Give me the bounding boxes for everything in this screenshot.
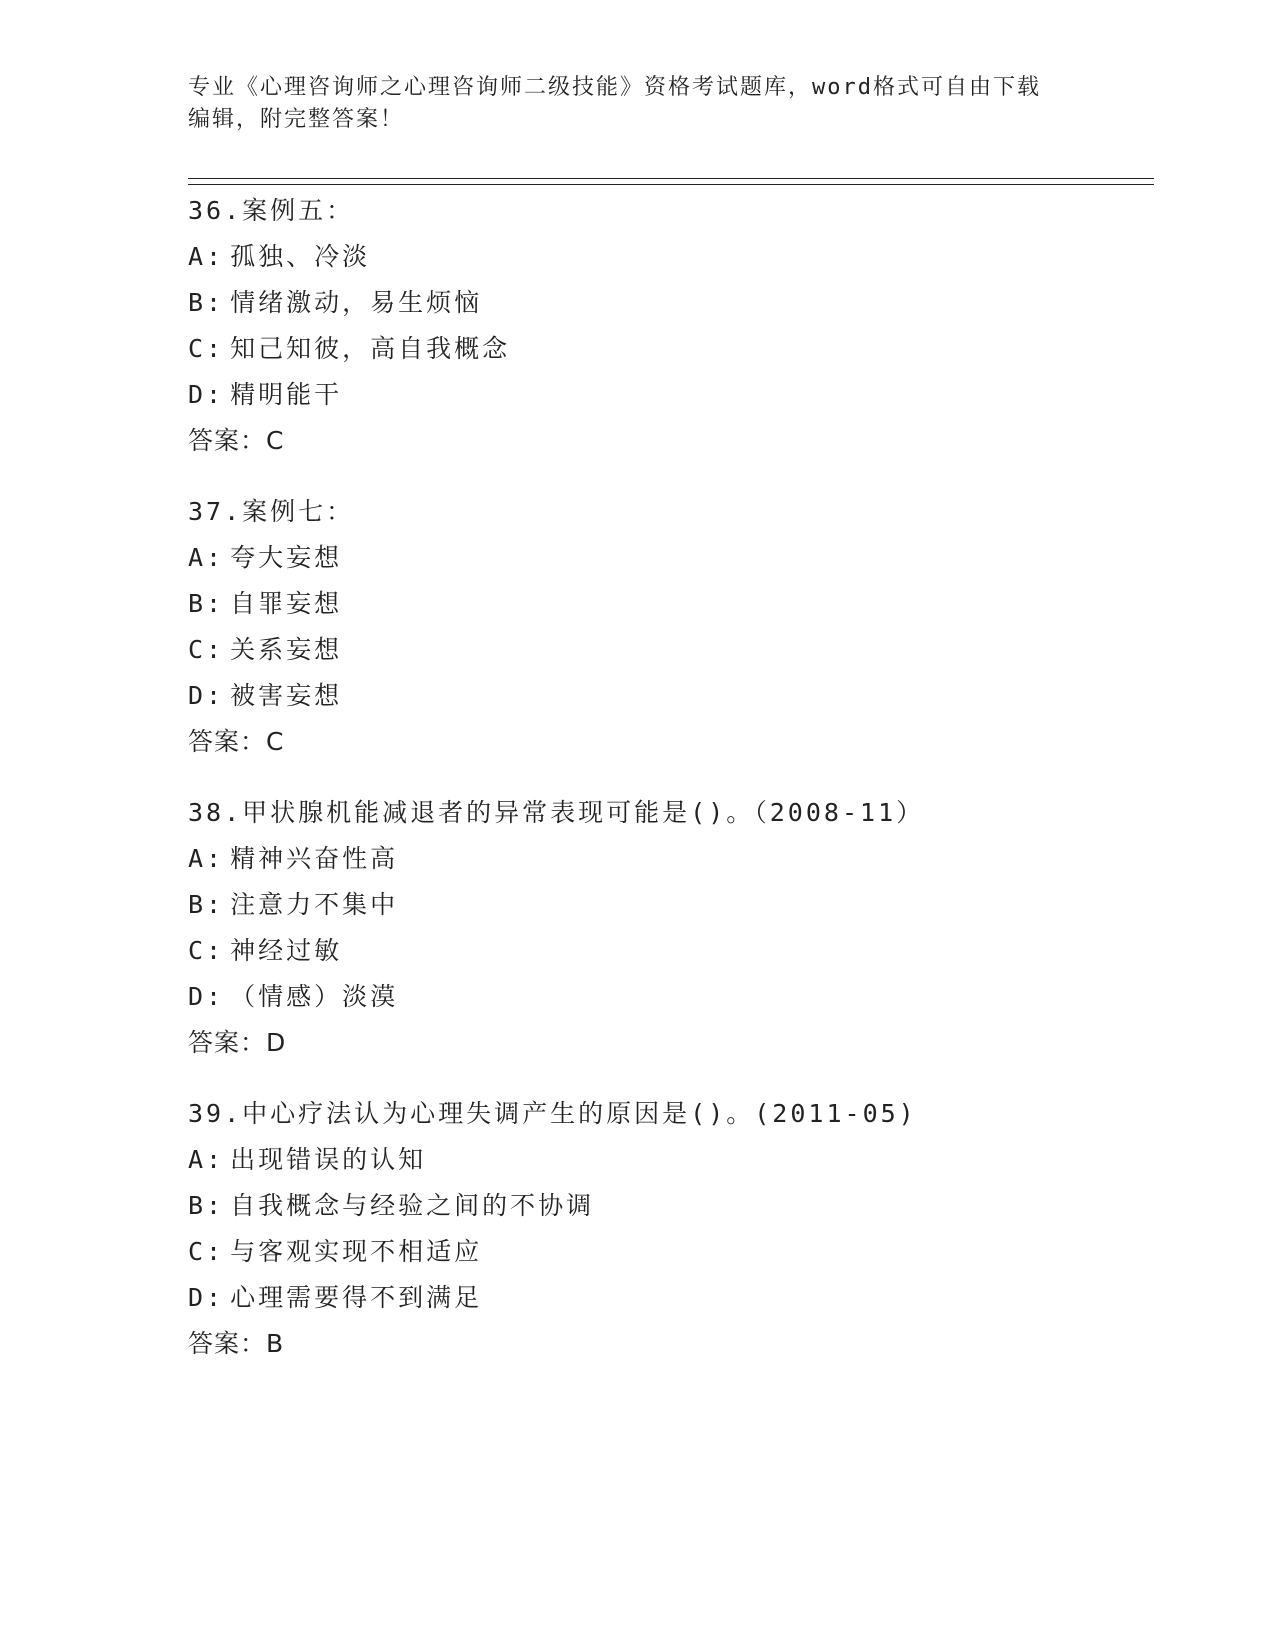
option-text: 精神兴奋性高 bbox=[230, 844, 399, 873]
option-d bbox=[188, 1275, 1148, 1321]
option-letter: D: bbox=[188, 380, 225, 409]
option-text: 心理需要得不到满足 bbox=[230, 1283, 483, 1312]
option-text: 夸大妄想 bbox=[230, 543, 343, 572]
option-letter: C: bbox=[188, 334, 225, 363]
option-b bbox=[188, 882, 1148, 928]
option-c bbox=[188, 1229, 1148, 1275]
question-stem: 38.甲状腺机能减退者的异常表现可能是()。（2008-11） bbox=[188, 798, 925, 827]
header-line-1: 专业《心理咨询师之心理咨询师二级技能》资格考试题库，word格式可自由下载 bbox=[188, 75, 1041, 100]
option-d bbox=[188, 673, 1148, 719]
question-39 bbox=[188, 1091, 1148, 1367]
option-text: 孤独、冷淡 bbox=[230, 242, 371, 271]
option-text: （情感）淡漠 bbox=[230, 982, 399, 1011]
option-text: 自罪妄想 bbox=[230, 589, 343, 618]
option-letter: B: bbox=[188, 1191, 225, 1220]
option-letter: A: bbox=[188, 543, 225, 572]
question-36 bbox=[188, 188, 1148, 464]
option-letter: A: bbox=[188, 1145, 225, 1174]
option-c bbox=[188, 627, 1148, 673]
option-b bbox=[188, 1183, 1148, 1229]
option-letter: C: bbox=[188, 936, 225, 965]
option-b bbox=[188, 280, 1148, 326]
option-letter: D: bbox=[188, 1283, 225, 1312]
header-double-rule bbox=[188, 178, 1154, 185]
option-letter: C: bbox=[188, 635, 225, 664]
option-b bbox=[188, 581, 1148, 627]
answer-line: 答案：C bbox=[188, 426, 285, 455]
question-stem: 37.案例七： bbox=[188, 497, 355, 526]
option-letter: B: bbox=[188, 589, 225, 618]
option-a bbox=[188, 234, 1148, 280]
option-text: 知己知彼，高自我概念 bbox=[230, 334, 511, 363]
option-letter: D: bbox=[188, 982, 225, 1011]
option-text: 被害妄想 bbox=[230, 681, 343, 710]
option-letter: A: bbox=[188, 844, 225, 873]
option-text: 与客观实现不相适应 bbox=[230, 1237, 483, 1266]
question-list bbox=[188, 188, 1148, 1392]
option-letter: D: bbox=[188, 681, 225, 710]
option-letter: A: bbox=[188, 242, 225, 271]
option-text: 关系妄想 bbox=[230, 635, 343, 664]
option-letter: B: bbox=[188, 890, 225, 919]
answer-line: 答案：C bbox=[188, 727, 285, 756]
question-38 bbox=[188, 790, 1148, 1066]
option-a bbox=[188, 836, 1148, 882]
question-stem: 36.案例五： bbox=[188, 196, 355, 225]
option-c bbox=[188, 928, 1148, 974]
option-text: 情绪激动，易生烦恼 bbox=[230, 288, 483, 317]
header-line-2: 编辑，附完整答案！ bbox=[188, 107, 405, 132]
document-header bbox=[188, 72, 1088, 136]
option-text: 自我概念与经验之间的不协调 bbox=[230, 1191, 595, 1220]
option-letter: B: bbox=[188, 288, 225, 317]
answer-line: 答案：B bbox=[188, 1329, 285, 1358]
option-text: 出现错误的认知 bbox=[230, 1145, 427, 1174]
option-c bbox=[188, 326, 1148, 372]
option-text: 注意力不集中 bbox=[230, 890, 399, 919]
option-text: 精明能干 bbox=[230, 380, 343, 409]
option-d bbox=[188, 974, 1148, 1020]
option-d bbox=[188, 372, 1148, 418]
option-a bbox=[188, 535, 1148, 581]
option-a bbox=[188, 1137, 1148, 1183]
option-letter: C: bbox=[188, 1237, 225, 1266]
question-37 bbox=[188, 489, 1148, 765]
question-stem: 39.中心疗法认为心理失调产生的原因是()。(2011-05) bbox=[188, 1099, 917, 1128]
option-text: 神经过敏 bbox=[230, 936, 343, 965]
answer-line: 答案：D bbox=[188, 1028, 287, 1057]
